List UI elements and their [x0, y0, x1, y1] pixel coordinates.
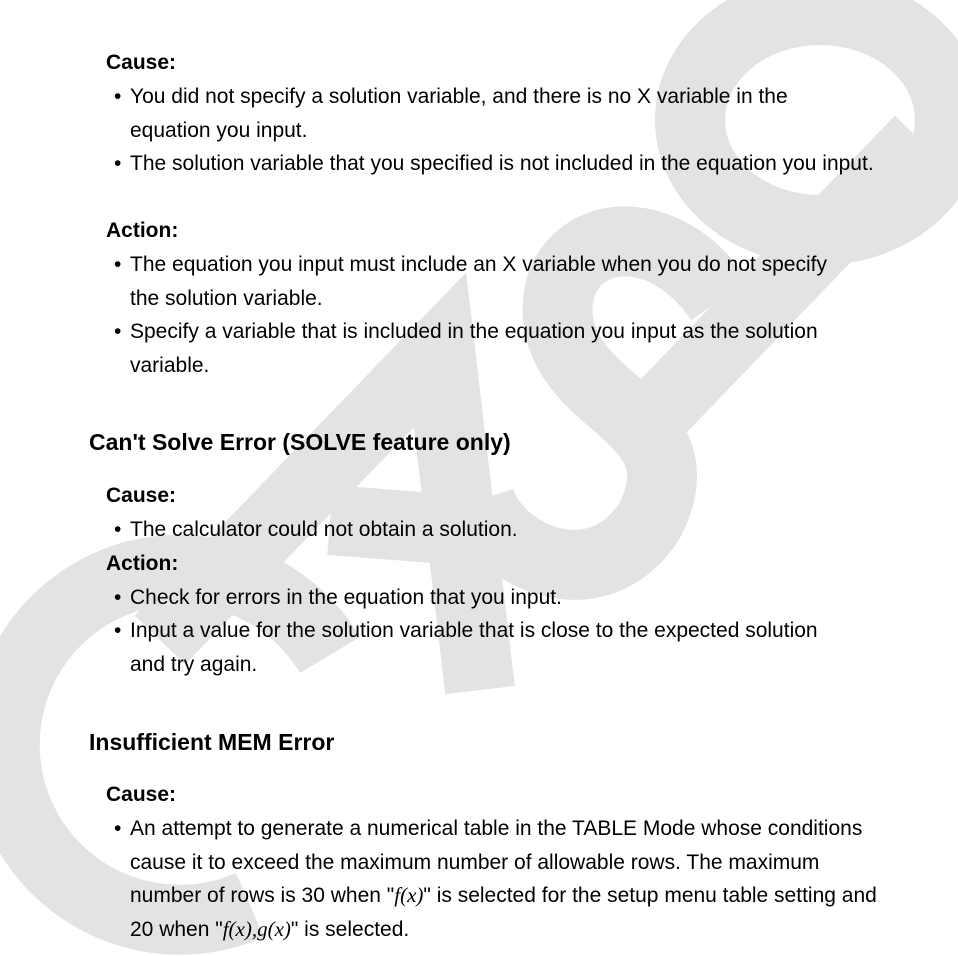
bullet-dot: •: [114, 619, 122, 642]
section-heading: Insufficient MEM Error: [89, 729, 335, 755]
fx-symbol: f(x): [394, 883, 424, 907]
section-heading: Can't Solve Error (SOLVE feature only): [89, 429, 511, 455]
fxgx-symbol: f(x),g(x): [222, 916, 291, 941]
cause-label: Cause:: [106, 783, 177, 806]
bullet-dot: •: [114, 253, 122, 276]
cause-text: [114, 812, 880, 946]
action-text: Input a value for the solution variable that is close to the expected solution and try again.: [130, 619, 818, 676]
cause-text: The calculator could not obtain a solution.: [130, 518, 518, 541]
cause-bullet: [114, 513, 894, 547]
bullet-dot: •: [114, 320, 122, 343]
bullet-dot: •: [114, 586, 122, 609]
cause-bullet: [114, 80, 894, 147]
action-text: The equation you input must include an X variable when you do not specify the solution variable.: [130, 253, 827, 310]
action-bullet: [114, 248, 894, 315]
action-bullet: [114, 315, 894, 382]
cause-bullet: [114, 812, 894, 946]
action-text: Check for errors in the equation that you input.: [130, 586, 562, 609]
action-bullet: [114, 614, 894, 681]
cause-text-part: An attempt to generate a numerical table in the TABLE Mode whose conditions cause it to exceed the maximum number of allowable rows. The maximum number of rows is 30 when ": [130, 817, 863, 907]
bullet-dot: •: [114, 85, 122, 108]
cause-label: Cause:: [106, 484, 177, 507]
bullet-dot: •: [114, 817, 122, 840]
cause-text-part: " is selected.: [290, 917, 410, 941]
action-label: Action:: [106, 552, 179, 575]
cause-bullet: [114, 147, 894, 181]
action-text: Specify a variable that is included in the equation you input as the solution variable.: [130, 320, 818, 377]
bullet-dot: •: [114, 518, 122, 541]
cause-text-part: " is selected for the setup menu table setting and 20 when ": [130, 884, 877, 941]
action-bullet: [114, 581, 894, 615]
bullet-dot: •: [114, 152, 122, 175]
cause-label: Cause:: [106, 51, 177, 74]
cause-text: The solution variable that you specified is not included in the equation you input.: [130, 152, 874, 175]
action-label: Action:: [106, 219, 179, 242]
cause-text: You did not specify a solution variable, and there is no X variable in the equation you input.: [130, 85, 788, 142]
